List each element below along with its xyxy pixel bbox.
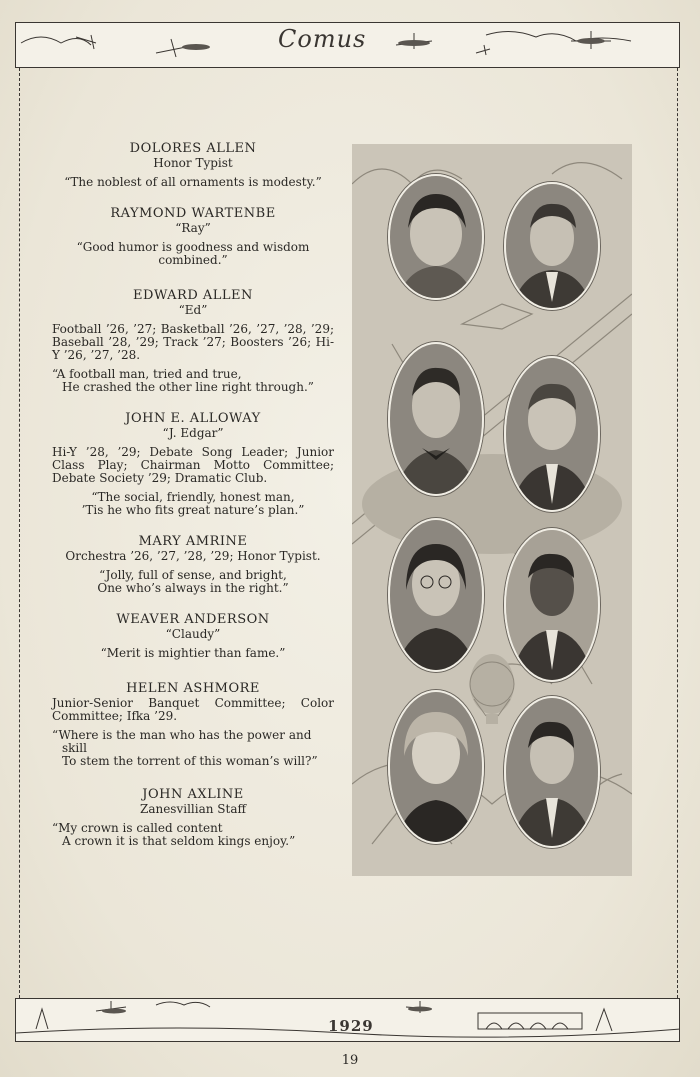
student-subtitle: “Ray” [175, 221, 211, 235]
quote-line: One who’s always in the right.” [97, 581, 289, 595]
quote-line: “A football man, tried and true, [52, 367, 242, 381]
student-subtitle: Honor Typist [153, 156, 233, 170]
quote-line: skill [62, 741, 87, 755]
boy-portrait-icon [506, 698, 598, 846]
student-name: MARY AMRINE [138, 534, 248, 549]
student-activities: Junior-Senior Banquet Committee; Color Committee; Ifka ’29. [52, 696, 334, 723]
student-quote [52, 729, 334, 768]
girl-portrait-icon [390, 520, 482, 670]
student-quote [52, 569, 334, 595]
quote-line: He crashed the other line right through.” [62, 380, 314, 394]
right-border [677, 68, 678, 998]
quote-line: “Good humor is goodness and wisdom [76, 240, 310, 254]
left-border [19, 68, 20, 998]
header-band [15, 22, 680, 68]
quote-line: A crown it is that seldom kings enjoy.” [62, 834, 296, 848]
student-name: JOHN AXLINE [142, 787, 244, 802]
portrait-photo [504, 528, 600, 682]
quote-line: To stem the torrent of this woman’s will?” [62, 754, 318, 768]
student-activities: Orchestra ’26, ’27, ’28, ’29; Honor Typist. [65, 549, 321, 563]
quote-line: “Jolly, full of sense, and bright, [99, 568, 287, 582]
student-entry [52, 535, 334, 595]
student-name: JOHN E. ALLOWAY [125, 411, 261, 426]
student-list [52, 142, 334, 862]
student-quote [52, 491, 334, 517]
student-name: DOLORES ALLEN [129, 141, 257, 156]
student-entry [52, 613, 334, 660]
student-activities: Football ’26, ’27; Basketball ’26, ’27, ’28, ’29; Baseball ’28, ’29; Track ’27; Boosters ’26; Hi-Y ’26, ’27, ’28. [52, 322, 334, 362]
student-subtitle: “J. Edgar” [162, 426, 224, 440]
student-entry [52, 788, 334, 848]
student-entry [52, 682, 334, 768]
student-quote [52, 368, 334, 394]
portrait-photo [388, 174, 484, 300]
portrait-panel [352, 144, 632, 876]
student-entry [52, 207, 334, 267]
student-activities: Hi-Y ’28, ’29; Debate Song Leader; Junior Class Play; Chairman Motto Committee; Debate Society ’29; Dramatic Club. [52, 445, 334, 485]
student-entry [52, 142, 334, 189]
portrait-photo [504, 356, 600, 512]
portrait-photo [388, 518, 484, 672]
student-entry [52, 289, 334, 394]
student-quote [52, 241, 334, 267]
quote-line: “The social, friendly, honest man, [91, 490, 295, 504]
quote-line: “My crown is called content [52, 821, 223, 835]
student-quote [52, 176, 334, 189]
portrait-photo [504, 182, 600, 310]
boy-portrait-icon [390, 344, 482, 494]
student-name: WEAVER ANDERSON [116, 612, 270, 627]
quote-line: “Where is the man who has the power and [52, 728, 312, 742]
footer-year: 1929 [328, 1017, 374, 1035]
portrait-photo [388, 342, 484, 496]
quote-line: ’Tis he who fits great nature’s plan.” [81, 503, 305, 517]
student-name: RAYMOND WARTENBE [110, 206, 276, 221]
footer-band [15, 998, 680, 1042]
page-number: 19 [341, 1053, 359, 1068]
girl-portrait-icon [390, 176, 482, 298]
boy-portrait-icon [506, 184, 598, 308]
student-quote [52, 822, 334, 848]
quote-line: “The noblest of all ornaments is modesty.” [64, 175, 322, 189]
header-title: Comus [278, 25, 367, 53]
student-subtitle: Zanesvillian Staff [139, 802, 247, 816]
student-subtitle: “Ed” [178, 303, 208, 317]
portrait-photo [388, 690, 484, 844]
student-name: HELEN ASHMORE [126, 681, 260, 696]
quote-line: combined.” [158, 253, 228, 267]
portrait-photo [504, 696, 600, 848]
girl-portrait-icon [390, 692, 482, 842]
student-subtitle: “Claudy” [165, 627, 221, 641]
student-quote [52, 647, 334, 660]
boy-portrait-icon [506, 530, 598, 680]
student-name: EDWARD ALLEN [133, 288, 253, 303]
student-entry [52, 412, 334, 517]
quote-line: “Merit is mightier than fame.” [100, 646, 286, 660]
boy-portrait-icon [506, 358, 598, 510]
